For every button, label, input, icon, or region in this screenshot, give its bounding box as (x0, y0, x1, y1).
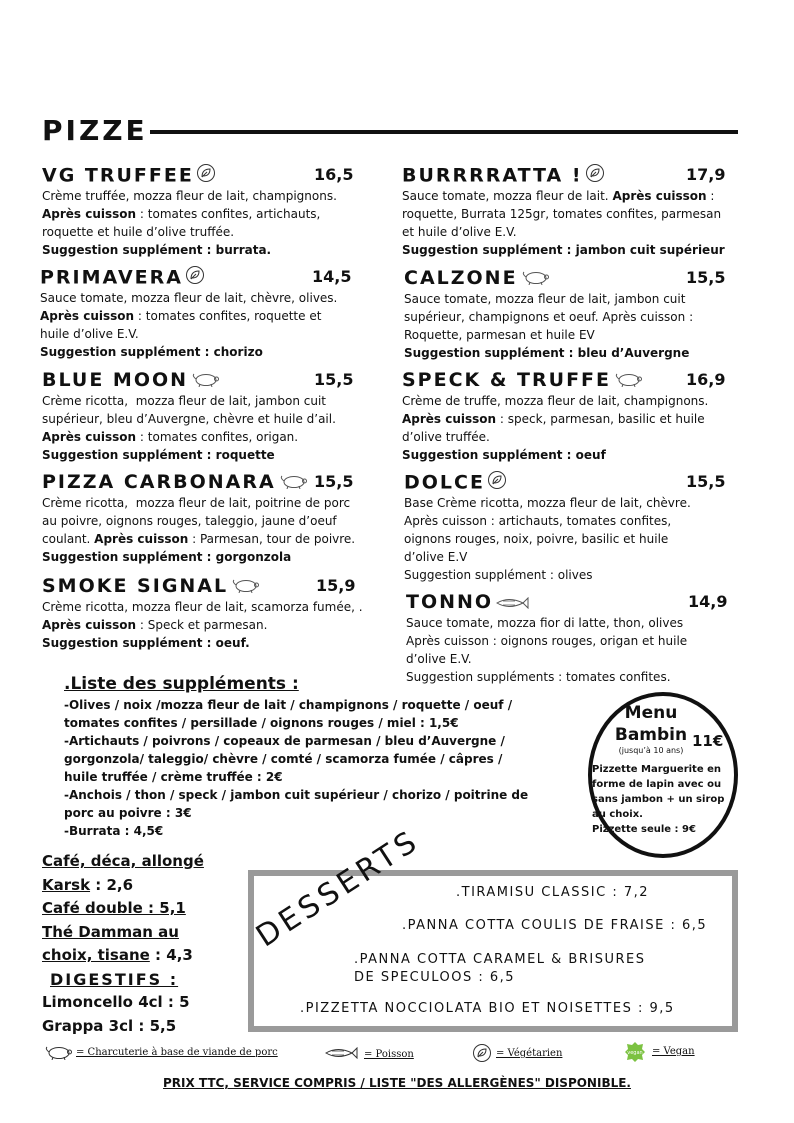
pizza-description: Sauce tomate, mozza fleur de lait, chèvre, olives. Après cuisson : tomates confites, roquette et huile d’olive E.V. (40, 291, 338, 341)
supplements-list (64, 696, 534, 840)
page-title: PIZZE (42, 114, 148, 147)
bambin-title: Menu Bambin (614, 703, 688, 745)
pizza-price: 16,9 (686, 370, 726, 389)
bambin-price: 11€ (692, 732, 724, 750)
pizza-name: TONNO (406, 590, 529, 615)
pizza-price: 15,5 (314, 472, 354, 491)
bambin-age: (jusqu’à 10 ans) (618, 746, 684, 755)
dessert-item: .PIZZETTA NOCCIOLATA BIO ET NOISETTES : 9,5 (300, 1001, 675, 1016)
vegetarian-leaf-icon (585, 163, 605, 189)
pizza-description: Sauce tomate, mozza fior di latte, thon, olives Après cuisson : oignons rouges, origan et huile d’olive E.V. (406, 616, 688, 666)
vegetarian-leaf-icon (185, 265, 205, 291)
pizza-name: BLUE MOON (42, 368, 222, 393)
svg-text:vegan: vegan (627, 1050, 643, 1056)
pizza-suggestion: Suggestion supplément : oeuf. (42, 636, 250, 650)
pizza-item (42, 163, 387, 259)
pizza-description: Base Crème ricotta, mozza fleur de lait, chèvre. Après cuisson : artichauts, tomates confites, oignons rouges, noix, poivre, basilic et huile d’olive E.V (404, 496, 691, 564)
pizza-suggestion: Suggestion supplément : oeuf (402, 448, 606, 462)
legend-vegetarian: = Végétarien (496, 1048, 563, 1059)
pizza-suggestion: Suggestion supplément : burrata. (42, 243, 272, 257)
pizza-description: Sauce tomate, mozza fleur de lait, jambon cuit supérieur, champignons et oeuf. Après cuisson : Roquette, parmesan et huile EV (404, 292, 694, 342)
title-rule (150, 130, 738, 134)
digestifs-title: DIGESTIFS : (50, 969, 179, 989)
vegetarian-leaf-icon (472, 1043, 492, 1063)
dessert-item: DE SPECULOOS : 6,5 (354, 970, 516, 985)
pizza-item (404, 470, 749, 584)
drink-double: Café double : 5,1 (42, 899, 186, 917)
pizza-description: Crème de truffe, mozza fleur de lait, champignons. Après cuisson : speck, parmesan, basilic et huile d’olive truffée. (402, 394, 709, 444)
pizza-item (406, 590, 751, 686)
drink-the-line1: Thé Damman au (42, 922, 179, 941)
vegetarian-leaf-icon (196, 163, 216, 189)
fish-icon (324, 1047, 358, 1059)
pizza-item (402, 368, 747, 464)
supplement-line: gorgonzola/ taleggio/ chèvre / comté / scamorza fumée / câpres / (64, 752, 503, 766)
pizza-description: Crème ricotta, mozza fleur de lait, scamorza fumée, . Après cuisson : Speck et parmesan. (42, 600, 363, 632)
pizza-name: BURRRRATTA ! (402, 163, 605, 189)
pizza-price: 15,5 (686, 472, 726, 491)
supplement-line: -Burrata : 4,5€ (64, 824, 164, 838)
pig-icon (278, 471, 310, 495)
pizza-name: VG TRUFFEE (42, 163, 216, 189)
pizza-item (404, 266, 749, 362)
pizza-suggestion: Suggestion supplément : olives (404, 568, 593, 582)
pizza-price: 14,5 (312, 267, 352, 286)
pig-icon (520, 267, 552, 291)
legend-vegan: = Vegan (652, 1046, 695, 1057)
pizza-name: PIZZA CARBONARA (42, 470, 310, 495)
supplements-title: .Liste des suppléments : (64, 674, 299, 694)
pizza-item (42, 368, 387, 464)
pizza-suggestion: Suggestion supplément : gorgonzola (42, 550, 292, 564)
pizza-description: Crème ricotta, mozza fleur de lait, poitrine de porc au poivre, oignons rouges, taleggio, jaune d’oeuf coulant. Après cuisson : Parmesan, tour de poivre. (42, 496, 356, 546)
dessert-item: .TIRAMISU CLASSIC : 7,2 (456, 885, 650, 900)
drink-karsk: Karsk : 2,6 (42, 875, 134, 894)
pizza-description: Sauce tomate, mozza fleur de lait. Après cuisson : roquette, Burrata 125gr, tomates confites, parmesan et huile d’olive E.V. (402, 189, 722, 239)
pizza-price: 15,5 (686, 268, 726, 287)
vegetarian-leaf-icon (487, 470, 507, 496)
pig-icon (190, 369, 222, 393)
legend-fish: = Poisson (364, 1049, 414, 1060)
pizza-item (42, 574, 387, 652)
pizza-suggestion: Suggestion supplément : jambon cuit supérieur (402, 243, 725, 257)
pizza-item (40, 265, 385, 361)
pizza-price: 15,9 (316, 576, 356, 595)
pizza-item (402, 163, 747, 259)
pizza-suggestion: Suggestion supplément : roquette (42, 448, 275, 462)
supplement-line: -Anchois / thon / speck / jambon cuit supérieur / chorizo / poitrine de (64, 788, 529, 802)
supplement-line: porc au poivre : 3€ (64, 806, 192, 820)
pizza-price: 14,9 (688, 592, 728, 611)
pizza-description: Crème ricotta, mozza fleur de lait, jambon cuit supérieur, bleu d’Auvergne, chèvre et huile d’ail. Après cuisson : tomates confites, origan. (42, 394, 336, 444)
drinks-section (42, 850, 252, 1038)
drink-limoncello: Limoncello 4cl : 5 (42, 993, 190, 1011)
supplement-line: -Olives / noix /mozza fleur de lait / champignons / roquette / oeuf / (64, 698, 513, 712)
drink-grappa: Grappa 3cl : 5,5 (42, 1016, 177, 1035)
pizza-description: Crème truffée, mozza fleur de lait, champignons. Après cuisson : tomates confites, artichauts, roquette et huile d’olive truffée. (42, 189, 337, 239)
drink-the-line2: choix, tisane : 4,3 (42, 946, 193, 964)
pizza-name: SMOKE SIGNAL (42, 574, 262, 599)
pizza-name: DOLCE (404, 470, 507, 496)
pizza-name: PRIMAVERA (40, 265, 205, 291)
vegan-icon (624, 1041, 646, 1063)
pig-icon (44, 1044, 74, 1060)
supplement-line: huile truffée / crème truffée : 2€ (64, 770, 283, 784)
desserts-heading: DESSERTS (250, 823, 427, 955)
pig-icon (230, 575, 262, 599)
dessert-item: .PANNA COTTA COULIS DE FRAISE : 6,5 (402, 918, 708, 933)
pizza-price: 17,9 (686, 165, 726, 184)
bambin-description: Pizzette Marguerite en forme de lapin avec ou sans jambon + un sirop au choix. Pizzette seule : 9€ (592, 764, 725, 835)
pizza-suggestion: Suggestion supplément : bleu d’Auvergne (404, 346, 690, 360)
pig-icon (613, 369, 645, 393)
supplement-line: -Artichauts / poivrons / copeaux de parmesan / bleu d’Auvergne / (64, 734, 505, 748)
legend-pork: = Charcuterie à base de viande de porc (76, 1047, 278, 1058)
supplement-line: tomates confites / persillade / oignons rouges / miel : 1,5€ (64, 716, 459, 730)
dessert-item: .PANNA COTTA CARAMEL & BRISURES (354, 952, 646, 967)
pizza-price: 15,5 (314, 370, 354, 389)
pizza-suggestion: Suggestion suppléments : tomates confites. (406, 670, 671, 684)
footer-note: PRIX TTC, SERVICE COMPRIS / LISTE "DES ALLERGÈNES" DISPONIBLE. (162, 1076, 631, 1090)
pizza-suggestion: Suggestion supplément : chorizo (40, 345, 263, 359)
pizza-name: CALZONE (404, 266, 552, 291)
fish-icon (495, 591, 529, 615)
pizza-name: SPECK & TRUFFE (402, 368, 645, 393)
pizza-price: 16,5 (314, 165, 354, 184)
drink-cafe: Café, déca, allongé (42, 852, 204, 870)
pizza-item (42, 470, 387, 566)
